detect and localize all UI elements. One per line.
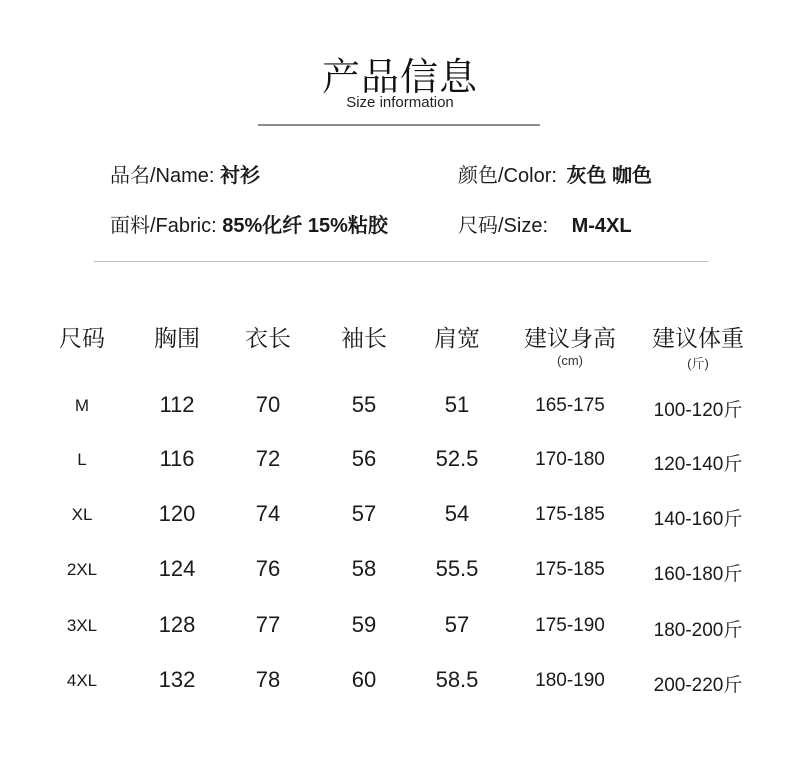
info-fabric-label: 面料/Fabric:	[110, 215, 217, 237]
cell-shoulder: 52.5	[435, 446, 479, 471]
info-size-value: M-4XL	[571, 215, 632, 237]
cell-length: 72	[255, 446, 281, 471]
header-size: 尺码	[59, 325, 105, 351]
cell-weight: 180-200斤	[653, 620, 743, 641]
cell-chest: 124	[158, 556, 196, 581]
cell-shoulder: 54	[444, 501, 470, 526]
cell-length: 78	[255, 667, 281, 692]
cell-height: 175-185	[535, 504, 605, 525]
cell-height: 175-185	[535, 559, 605, 580]
cell-length: 74	[255, 501, 281, 526]
info-name-value: 衬衫	[220, 165, 261, 187]
weight-unit: (斤)	[687, 356, 709, 371]
header-length: 衣长	[245, 325, 291, 351]
cell-weight: 200-220斤	[653, 675, 743, 696]
cell-height: 170-180	[535, 449, 605, 470]
cell-height: 165-175	[535, 395, 605, 416]
section-divider	[94, 261, 708, 262]
cell-size: M	[74, 396, 90, 415]
cell-size: XL	[71, 505, 93, 524]
cell-weight: 140-160斤	[653, 509, 743, 530]
cell-length: 70	[255, 392, 281, 417]
info-name-label: 品名/Name:	[110, 165, 215, 187]
info-size	[458, 209, 632, 238]
cell-size: 2XL	[66, 560, 98, 579]
cell-length: 76	[255, 556, 281, 581]
cell-chest: 132	[158, 667, 196, 692]
cell-shoulder: 57	[444, 612, 470, 637]
info-fabric-value: 85%化纤 15%粘胶	[222, 215, 388, 237]
info-color-label: 颜色/Color:	[458, 165, 557, 187]
header-height: 建议身高	[524, 325, 616, 351]
cell-sleeve: 60	[351, 667, 377, 692]
page-title: 产品信息	[321, 57, 478, 99]
header-weight: 建议体重	[652, 325, 744, 351]
info-color-value: 灰色 咖色	[566, 165, 653, 187]
info-size-label: 尺码/Size:	[458, 215, 549, 237]
cell-length: 77	[255, 612, 281, 637]
header-chest: 胸围	[154, 325, 200, 351]
cell-size: 3XL	[66, 616, 98, 635]
cell-size: L	[77, 450, 87, 469]
cell-sleeve: 58	[351, 556, 377, 581]
info-color	[458, 159, 652, 188]
cell-shoulder: 51	[444, 392, 470, 417]
page-subtitle: Size information	[346, 94, 454, 111]
cell-weight: 100-120斤	[653, 400, 743, 421]
cell-shoulder: 58.5	[435, 667, 479, 692]
header-sleeve: 袖长	[341, 325, 387, 351]
cell-chest: 120	[158, 501, 196, 526]
cell-weight: 120-140斤	[653, 454, 743, 475]
cell-sleeve: 57	[351, 501, 377, 526]
info-name	[110, 159, 260, 188]
cell-height: 175-190	[535, 615, 605, 636]
title-divider	[258, 124, 540, 126]
cell-height: 180-190	[535, 670, 605, 691]
cell-weight: 160-180斤	[653, 564, 743, 585]
info-fabric	[110, 209, 388, 238]
cell-sleeve: 55	[351, 392, 377, 417]
cell-sleeve: 59	[351, 612, 377, 637]
cell-shoulder: 55.5	[435, 556, 479, 581]
height-unit: (cm)	[557, 353, 583, 368]
cell-sleeve: 56	[351, 446, 377, 471]
cell-chest: 116	[159, 446, 195, 471]
header-shoulder: 肩宽	[434, 325, 480, 351]
cell-chest: 128	[158, 612, 196, 637]
cell-size: 4XL	[66, 671, 98, 690]
cell-chest: 112	[159, 392, 195, 417]
